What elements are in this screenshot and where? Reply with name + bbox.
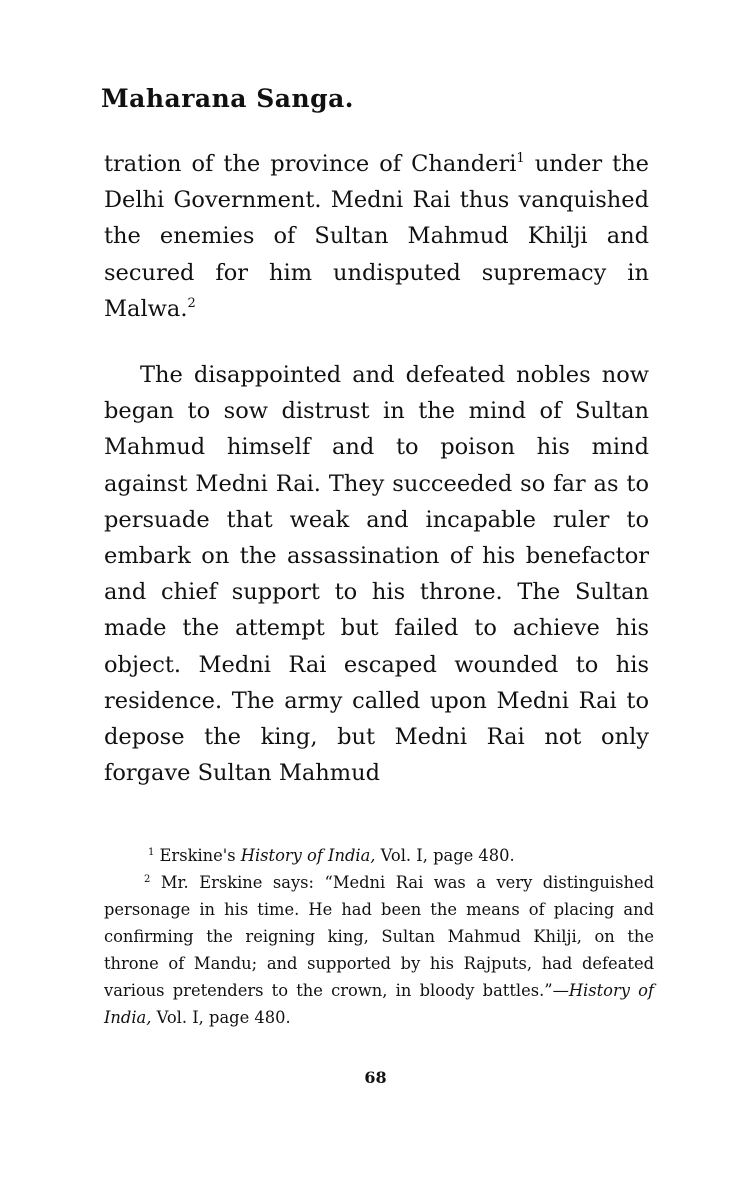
footnote-ref-1: 1 — [516, 151, 525, 166]
paragraph: The disappointed and defeated nobles now began to sow distrust in the mind of Sultan Mahmud himself and to poison his mind against Medni Rai. They succeeded so far as to persuade that weak and incapable ruler to embark on the assassination of his benefactor and chief support to his throne. The Sultan made the attempt but failed to achieve his object. Medni Rai escaped wounded to his residence. The army called upon Medni Rai to depose the king, but Medni Rai not only forgave Sultan Mahmud — [104, 362, 649, 787]
footnote-ref-2: 2 — [187, 295, 196, 311]
footnote-1 — [104, 842, 654, 869]
footnote-2 — [104, 869, 654, 1031]
paragraph-continued — [104, 146, 649, 327]
footnote-text: Mr. Erskine says: “Medni Rai was a very distinguished personage in his time. He had been the means of placing and confirming the reigning king, Sultan Mahmud Khilji, on the throne of Mandu; and supported by his Rajputs, had defeated various pretenders to the crown, in bloody battles.”— — [104, 873, 654, 1000]
book-title: History of India, — [240, 846, 376, 865]
paragraph-text: under the Delhi Government. Medni Rai thus vanquished the enemies of Sultan Mahmud Khilji and secured for him undisputed supremacy in Malwa. — [104, 151, 649, 322]
page-number: 68 — [364, 1068, 387, 1087]
footnote-text: Vol. I, page 480. — [151, 1008, 291, 1027]
footnotes — [104, 842, 654, 1031]
paragraph-text: tration of the province of Chanderi — [104, 151, 517, 177]
running-head: Maharana Sanga. — [101, 84, 355, 113]
footnote-mark: 1 — [148, 847, 155, 858]
footnote-text: Erskine's — [154, 846, 241, 865]
footnote-mark: 2 — [144, 874, 151, 885]
book-title: History of India, — [104, 981, 654, 1027]
footnote-text: Vol. I, page 480. — [375, 846, 515, 865]
